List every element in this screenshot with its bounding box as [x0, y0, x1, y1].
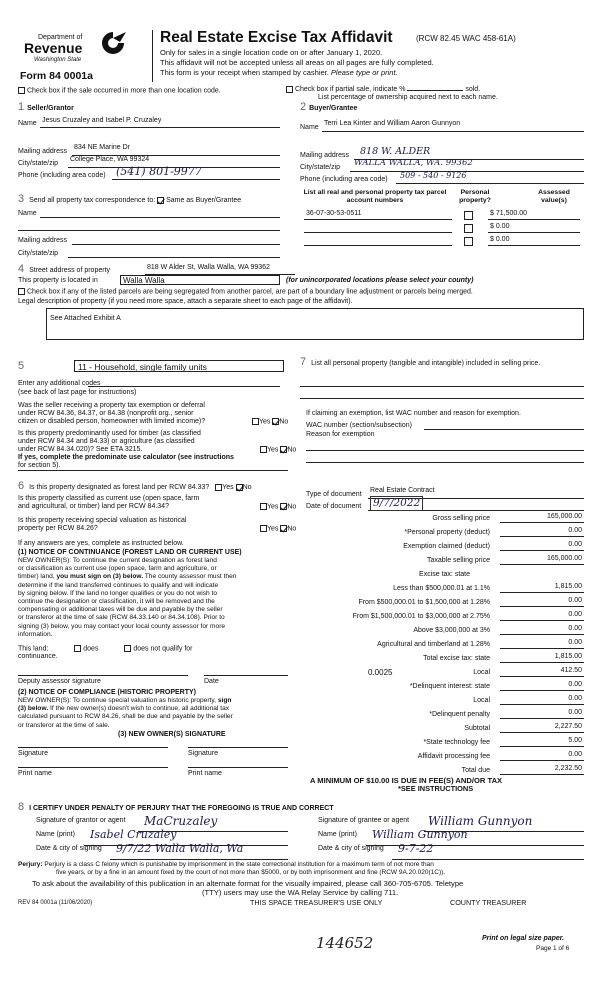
no-label: No: [287, 446, 297, 454]
calc-label: Above $3,000,000 at 3%: [413, 627, 490, 634]
parcel-header-assessed: Assessed value(s): [538, 189, 570, 205]
current-use-yes-checkbox[interactable]: [260, 503, 267, 510]
timber-q-line5: for section 5).: [18, 462, 288, 471]
calc-value-field[interactable]: [500, 766, 584, 775]
calc-value-field[interactable]: [500, 696, 584, 705]
ownership-note: List percentage of ownership acquired next to each name.: [318, 94, 498, 101]
calc-value-field[interactable]: [500, 598, 584, 607]
calc-value: 0.00: [568, 709, 582, 716]
grantor-signature-value: MaCruzaley: [144, 814, 218, 828]
calc-value: 1,815.00: [554, 653, 582, 660]
section3-extra-line: [18, 230, 280, 231]
legal-description-value: See Attached Exhibit A: [50, 315, 121, 322]
wac-field[interactable]: [424, 429, 584, 430]
parcel-row: [300, 236, 584, 247]
parcel-value-field[interactable]: [488, 210, 580, 220]
buyer-heading-label: Buyer/Grantee: [309, 105, 358, 112]
personal-property-line[interactable]: [300, 386, 584, 387]
section6-number: 6: [18, 480, 25, 492]
continuance-line: or transferor at the time of sale (RCW 84.33.140 or 84.34.108). Prior to: [18, 614, 225, 622]
deputy-signature-field[interactable]: [18, 675, 188, 676]
accessibility-line1: To ask about the availability of this publication in an alternate format for the visually impaired, please call 360-705-6705. Teletype: [32, 879, 464, 888]
continuance-line: or classification as current use (open space, farm and agriculture, or: [18, 565, 217, 573]
calc-value: 0.00: [568, 695, 582, 702]
continuance-line: information.: [18, 630, 53, 638]
reason-label: Reason for exemption: [306, 431, 375, 438]
grantor-sig-label: Signature of grantor or agent: [36, 817, 126, 824]
calc-value-field[interactable]: [500, 584, 584, 593]
calc-value: 0.00: [568, 597, 582, 604]
forest-no-checkbox[interactable]: [236, 484, 243, 491]
reason-line[interactable]: [306, 462, 584, 463]
new-owner-signature-1[interactable]: [18, 747, 168, 748]
calc-value: 0.00: [568, 751, 582, 758]
located-select[interactable]: [120, 275, 280, 285]
buyer-address-value: 818 W. ALDER: [360, 146, 431, 157]
calc-label: *Personal property (deduct): [404, 529, 490, 536]
additional-codes-field[interactable]: [88, 386, 280, 387]
compliance-line: (3) below. If the new owner(s) doesn't wish to continue, all additional tax: [18, 705, 230, 713]
seller-city-value: College Place, WA 99324: [70, 156, 150, 163]
segregated-checkbox[interactable]: [18, 288, 25, 295]
buyer-city-value: WALLA WALLA, WA. 99362: [354, 158, 473, 168]
continuance-line: determine if the land transferred continues to qualify and will indicate: [18, 581, 219, 589]
grantee-name-value: William Gunnyon: [372, 828, 468, 841]
certify-statement: I CERTIFY UNDER PENALTY OF PERJURY THAT THE FOREGOING IS TRUE AND CORRECT: [29, 805, 334, 812]
county-treasurer: COUNTY TREASURER: [450, 898, 527, 907]
calc-value-field[interactable]: [500, 514, 584, 523]
yes-label: Yes: [222, 484, 234, 491]
deputy-date-field[interactable]: [204, 675, 288, 676]
partial-sale-input[interactable]: [407, 84, 463, 91]
treasurer-use: THIS SPACE TREASURER'S USE ONLY: [250, 898, 383, 907]
grantor-name-label: Name (print): [36, 831, 75, 838]
calc-label: Less than $500,000.01 at 1.1%: [393, 585, 490, 592]
continuance-line: by signing below. If the land no longer qualifies or you do not wish to: [18, 589, 218, 597]
located-note: (for unincorporated locations please select your county): [286, 277, 474, 284]
grantor-date-field[interactable]: [110, 842, 288, 860]
new-owner-signature-heading: (3) NEW OWNER(S) SIGNATURE: [118, 731, 226, 738]
reason-line[interactable]: [306, 450, 584, 451]
forest-yes-checkbox[interactable]: [215, 484, 222, 491]
yes-label: Yes: [267, 525, 279, 533]
compliance-heading: (2) NOTICE OF COMPLIANCE (HISTORIC PROPERTY): [18, 689, 196, 696]
section3-city-field[interactable]: [68, 257, 280, 258]
section8-number: 8: [18, 801, 25, 813]
compliance-line: NEW OWNER(S): To continue special valuation as historic property, sign: [18, 697, 232, 704]
yes-label: Yes: [267, 503, 279, 511]
segregated-row: [18, 288, 473, 297]
property-address-field[interactable]: [145, 266, 295, 275]
seller-name-label: Name: [18, 120, 37, 127]
accessibility-line2: (TTY) users may use the WA Relay Service by calling 711.: [202, 888, 399, 897]
if-yes-note: If any answers are yes, complete as instructed below.: [18, 540, 184, 547]
calc-label: *Delinquent penalty: [429, 711, 490, 718]
calc-value: 5.00: [568, 737, 582, 744]
seller-name-value: Jesus Cruzaley and Isabel P. Cruzaley: [42, 117, 162, 124]
grantee-name-label: Name (print): [318, 831, 357, 838]
calc-value-field[interactable]: [500, 528, 584, 537]
minimum-due-note: A MINIMUM OF $10.00 IS DUE IN FEE(S) AND/OR TAX: [310, 776, 503, 785]
forest-q-label: Is this property designated as forest land per RCW 84.33?: [29, 484, 210, 491]
stamp-number: 144652: [316, 934, 374, 952]
compliance-text: [18, 697, 233, 730]
continuance-line: continue the designation or classification, it will be removed and the: [18, 598, 215, 606]
buyer-address-label: Mailing address: [300, 152, 350, 159]
parcel-row: [300, 223, 584, 234]
dept-line2: Revenue: [24, 40, 83, 56]
calc-value-field[interactable]: [500, 738, 584, 747]
exemption-q-line2: under RCW 84.36, 84.37, or 84.38 (nonprofit org., senior: [18, 410, 194, 417]
section3-number: 3: [18, 193, 25, 205]
perjury-line1: [18, 861, 445, 869]
exemption-claim-label: If claiming an exemption, list WAC number and reason for exemption.: [306, 410, 521, 417]
calc-value: 0.00: [568, 639, 582, 646]
current-use-q-line2: and agricultural, or timber) land per RCW 84.34?: [18, 503, 169, 510]
legal-label: Legal description of property (if you need more space, attach a separate sheet to each page of the affidavit).: [18, 298, 353, 305]
forest-q: [18, 480, 252, 493]
seller-address-value: 834 NE Marine Dr: [74, 144, 131, 151]
seller-heading: [18, 101, 74, 114]
calc-value-field[interactable]: [500, 668, 584, 677]
land-use-code-value: 11 - Household, single family units: [78, 362, 207, 372]
calc-label: Gross selling price: [432, 515, 490, 522]
section7-heading: [300, 356, 584, 369]
same-as-buyer-label: Same as Buyer/Grantee: [166, 197, 242, 204]
see-instructions: *SEE INSTRUCTIONS: [398, 784, 474, 793]
same-as-buyer-checkbox[interactable]: [157, 197, 164, 204]
section3-address-label: Mailing address: [18, 237, 68, 244]
calc-label: Subtotal: [464, 725, 490, 732]
multi-location-label: Check box if the sale occurred in more than one location code.: [26, 87, 221, 95]
seller-section-number: 1: [18, 101, 25, 113]
compliance-line: or transferor at the time of sale.: [18, 721, 110, 729]
header-note3-italic: Please type or print.: [330, 68, 398, 77]
current-use-yesno: [260, 503, 296, 512]
signature-label: Signature: [188, 750, 218, 757]
historic-yes-checkbox[interactable]: [260, 525, 267, 532]
doc-date-label: Date of document: [306, 503, 362, 510]
historic-q-line2: property per RCW 84.26?: [18, 525, 98, 532]
section3-label: Send all property tax correspondence to:: [29, 197, 156, 204]
calc-value: 0.00: [568, 681, 582, 688]
calc-value: 165,000.00: [546, 513, 582, 520]
calc-label: Local: [473, 697, 490, 704]
calc-label: Excise tax: state: [419, 571, 470, 578]
buyer-section-number: 2: [300, 101, 307, 113]
dept-line1: Department of: [38, 34, 83, 41]
exemption-q-line1: Was the seller receiving a property tax exemption or deferral: [18, 402, 205, 409]
parcel-number-field[interactable]: [304, 236, 452, 246]
buyer-city-field[interactable]: [350, 158, 584, 172]
historic-no-checkbox[interactable]: [280, 525, 287, 532]
parcel-value-field[interactable]: [488, 236, 580, 246]
timber-yesno: [260, 446, 296, 455]
multi-location-checkbox[interactable]: [18, 87, 25, 94]
multi-location-row: [18, 87, 221, 96]
new-owner-signature-2[interactable]: [188, 747, 288, 748]
exemption-q-line3: citizen or disabled person, homeowner with limited income)?: [18, 418, 206, 425]
calc-value-field[interactable]: [500, 724, 584, 733]
partial-sale-sold: sold.: [465, 86, 481, 93]
perjury-bold: Perjury:: [18, 861, 43, 868]
grantee-sig-label: Signature of grantee or agent: [318, 817, 410, 824]
calc-value-field[interactable]: [500, 542, 584, 551]
calc-label: Taxable selling price: [426, 557, 490, 564]
header-divider: [152, 30, 153, 82]
section3-name-label: Name: [18, 210, 37, 217]
calc-value-field[interactable]: [500, 556, 584, 565]
grantor-date-label: Date & city of signing: [36, 845, 102, 852]
calc-value-field[interactable]: [500, 752, 584, 761]
doc-date-value: 9/7/2022: [370, 496, 423, 511]
print-name-label: Print name: [18, 770, 52, 777]
timber-q-line2: under RCW 84.34 and 84.33) or agriculture (as classified: [18, 438, 195, 445]
buyer-name-label: Name: [300, 124, 319, 131]
timber-yes-checkbox[interactable]: [260, 446, 267, 453]
parcel-number-value: 36-07-30-53-0511: [306, 210, 362, 217]
parcel-header-numbers: List all real and personal property tax parcel account numbers: [303, 189, 447, 205]
continuance-line: signing (3) below, you may contact your local county assessor for more: [18, 622, 226, 630]
signature-label: Signature: [18, 750, 48, 757]
parcel-value-field[interactable]: [488, 223, 580, 233]
buyer-phone-value: 509 - 540 - 9126: [400, 171, 467, 180]
calc-value: 2,227.50: [554, 723, 582, 730]
perjury-text1: Perjury is a class C felony which is punishable by imprisonment in the state correctional institution for a maximum term of not more than: [44, 861, 434, 868]
yes-label: Yes: [259, 418, 271, 426]
property-address-value: 818 W Alder St, Walla Walla, WA 99362: [147, 264, 270, 271]
buyer-heading: [300, 101, 357, 114]
calc-value: 0.00: [568, 611, 582, 618]
grantee-date-value: 9-7-22: [398, 842, 434, 855]
calc-value-field[interactable]: [500, 612, 584, 621]
continuance-label: continuance.: [18, 653, 58, 660]
parcel-value-value: $ 71,500.00: [490, 210, 527, 217]
section3-address-field[interactable]: [72, 244, 280, 245]
section7-number: 7: [300, 356, 307, 368]
parcel-personal-checkbox[interactable]: [464, 237, 473, 246]
wac-label: WAC number (section/subsection): [306, 422, 412, 429]
calc-value-field[interactable]: [500, 640, 584, 649]
calc-label: Affidavit processing fee: [417, 753, 490, 760]
parcel-personal-checkbox[interactable]: [464, 211, 473, 220]
form-title: Real Estate Excise Tax Affidavit: [160, 29, 393, 46]
parcel-number-field[interactable]: [304, 223, 452, 233]
calc-value-field[interactable]: [500, 682, 584, 691]
continuance-heading: (1) NOTICE OF CONTINUANCE (FOREST LAND OR CURRENT USE): [18, 549, 242, 556]
buyer-name-field[interactable]: [322, 120, 584, 132]
calc-value: 2,232.50: [554, 765, 582, 772]
header-note2: This affidavit will not be accepted unless all areas on all pages are fully completed.: [160, 58, 434, 67]
parcel-personal-checkbox[interactable]: [464, 224, 473, 233]
timber-q-line4: If yes, complete the predominate use calculator (see instructions: [18, 454, 234, 461]
legal-paper-note: Print on legal size paper.: [482, 935, 565, 942]
calc-label: Total due: [461, 767, 490, 774]
section4-number: 4: [18, 263, 25, 275]
seller-phone-field[interactable]: [112, 165, 280, 180]
timber-q-line1: Is this property predominantly used for timber (as classified: [18, 430, 201, 437]
parcel-header-personal: Personal property?: [459, 189, 491, 205]
timber-q-line3: under RCW 84.34.020)? See ETA 3215.: [18, 446, 143, 453]
calc-value: 1,815.00: [554, 583, 582, 590]
buyer-city-label: City/state/zip: [300, 164, 341, 171]
timber-no-checkbox[interactable]: [280, 446, 287, 453]
segregated-label: Check box if any of the listed parcels are being segregated from another parcel, are part of a boundary line adjustment or parcels being merged.: [26, 288, 473, 296]
section4-address-label: Street address of property: [29, 267, 111, 274]
located-label: This property is located in: [18, 277, 98, 284]
buyer-phone-label: Phone (including area code): [300, 176, 388, 183]
does-checkbox[interactable]: [74, 645, 81, 652]
grantee-signature-value: William Gunnyon: [428, 814, 533, 828]
doc-type-label: Type of document: [306, 491, 362, 498]
revision-number: REV 84 0001a (11/06/2020): [18, 900, 93, 906]
land-use-code-select[interactable]: [74, 360, 284, 372]
calc-value-field[interactable]: [500, 710, 584, 719]
section3-name-field[interactable]: [40, 217, 280, 218]
page-number: Page 1 of 6: [536, 945, 570, 952]
this-land-label: This land:: [18, 645, 49, 653]
legal-description-field[interactable]: [46, 308, 584, 340]
grantor-date-value: 9/7/22 Walla Walla, Wa: [116, 842, 244, 855]
deputy-date-label: Date: [204, 678, 219, 685]
calc-label: *State technology fee: [423, 739, 490, 746]
print-name-label: Print name: [188, 770, 222, 777]
calc-value: 0.00: [568, 625, 582, 632]
seller-city-label: City/state/zip: [18, 160, 59, 167]
new-owner-print-1[interactable]: [18, 767, 168, 768]
buyer-phone-field[interactable]: [396, 171, 584, 184]
calc-value: 165,000.00: [546, 555, 582, 562]
form-number: Form 84 0001a: [20, 70, 93, 82]
calc-label: Total excise tax: state: [423, 655, 490, 662]
no-label: No: [287, 525, 297, 533]
parcel-row: [300, 210, 584, 221]
local-rate: 0.0025: [368, 668, 393, 677]
does-not-checkbox[interactable]: [124, 645, 131, 652]
exemption-yes-checkbox[interactable]: [252, 418, 259, 425]
calc-value: 0.00: [568, 527, 582, 534]
continuance-line: NEW OWNER(S): To continue the current designation as forest land: [18, 557, 217, 564]
additional-codes-label: Enter any additional codes: [18, 380, 101, 387]
perjury-line2: five years, or by a fine in an amount fixed by the court of not more than $5000, or by both imprisonment and fine (RCW 9A.20.020(1C)).: [56, 869, 446, 876]
seller-phone-value: (541) 801-9977: [116, 165, 202, 178]
deputy-signature-label: Deputy assessor signature: [18, 678, 101, 685]
parcel-value-value: $ 0.00: [490, 223, 510, 230]
dept-line3: Washington State: [34, 57, 82, 63]
continuance-line: compensating or additional taxes will be due and payable by the seller: [18, 606, 223, 614]
current-use-no-checkbox[interactable]: [280, 503, 287, 510]
buyer-name-value: Terri Lea Kinter and William Aaron Gunnyon: [324, 120, 461, 127]
section3-city-label: City/state/zip: [18, 250, 59, 257]
exemption-yesno: [252, 418, 288, 427]
calc-value-field[interactable]: [500, 626, 584, 635]
calc-label: Exemption claimed (deduct): [403, 543, 490, 550]
grantee-date-field[interactable]: [392, 842, 584, 860]
calc-label: Agricultural and timberland at 1.28%: [377, 641, 490, 648]
form-rcw: (RCW 82.45 WAC 458-61A): [416, 34, 516, 43]
perjury-notice: [18, 861, 445, 877]
does-not-label: does not qualify for: [133, 645, 193, 653]
section8-heading: [18, 801, 334, 814]
grantee-date-label: Date & city of signing: [318, 845, 384, 852]
see-back-note: (see back of last page for instructions): [18, 389, 137, 396]
current-use-q-line1: Is this property classified as current use (open space, farm: [18, 495, 200, 502]
header-note3-text: This form is your receipt when stamped by cashier.: [160, 68, 329, 77]
no-label: No: [279, 418, 289, 426]
personal-property-line[interactable]: [300, 398, 584, 399]
historic-q-line1: Is this property receiving special valuation as historical: [18, 517, 187, 524]
no-label: No: [242, 484, 252, 491]
partial-sale-label: Check box if partial sale, indicate %: [294, 86, 406, 93]
compliance-line: calculated pursuant to RCW 84.26, shall be due and payable by the seller: [18, 713, 233, 721]
calc-label: *Delinquent interest: state: [409, 683, 490, 690]
seller-name-field[interactable]: [40, 119, 280, 128]
section4-address-row: [18, 263, 110, 276]
calc-label: Local: [473, 669, 490, 676]
new-owner-print-2[interactable]: [188, 767, 288, 768]
continuance-line: timber) land, you must sign on (3) below. The county assessor must then: [18, 573, 237, 581]
dor-logo-icon: [96, 30, 130, 56]
grantor-name-value: Isabel Cruzaley: [90, 828, 177, 841]
doc-type-value: Real Estate Contract: [370, 487, 435, 494]
seller-heading-label: Seller/Grantor: [27, 105, 74, 112]
parcel-value-value: $ 0.00: [490, 236, 510, 243]
seller-phone-label: Phone (including area code): [18, 172, 106, 179]
continuance-text: [18, 557, 236, 639]
yes-label: Yes: [267, 446, 279, 454]
historic-yesno: [260, 525, 296, 534]
section7-label: List all personal property (tangible and intangible) included in selling price.: [311, 360, 541, 367]
does-label: does: [83, 645, 99, 653]
calc-value: 412.50: [560, 667, 582, 674]
parcel-number-field[interactable]: [304, 210, 452, 220]
partial-sale-checkbox[interactable]: [286, 86, 293, 93]
seller-address-label: Mailing address: [18, 148, 68, 155]
calc-label: From $1,500,000.01 to $3,000,000 at 2.75%: [352, 613, 490, 620]
calc-value: 0.00: [568, 541, 582, 548]
partial-sale-row: [286, 84, 480, 94]
header-note3: [160, 68, 398, 77]
header-note1: Only for sales in a single location code on or after January 1, 2020.: [160, 48, 383, 57]
doc-date-field[interactable]: [368, 497, 584, 511]
calc-value-field[interactable]: [500, 654, 584, 663]
section3-heading: [18, 193, 241, 206]
located-value: Walla Walla: [123, 276, 165, 285]
no-label: No: [287, 503, 297, 511]
calc-label: From $500,000.01 to $1,500,000 at 1.28%: [358, 599, 490, 606]
exemption-no-checkbox[interactable]: [272, 418, 279, 425]
section5-number: 5: [18, 360, 25, 372]
seller-address-field[interactable]: [72, 144, 280, 156]
